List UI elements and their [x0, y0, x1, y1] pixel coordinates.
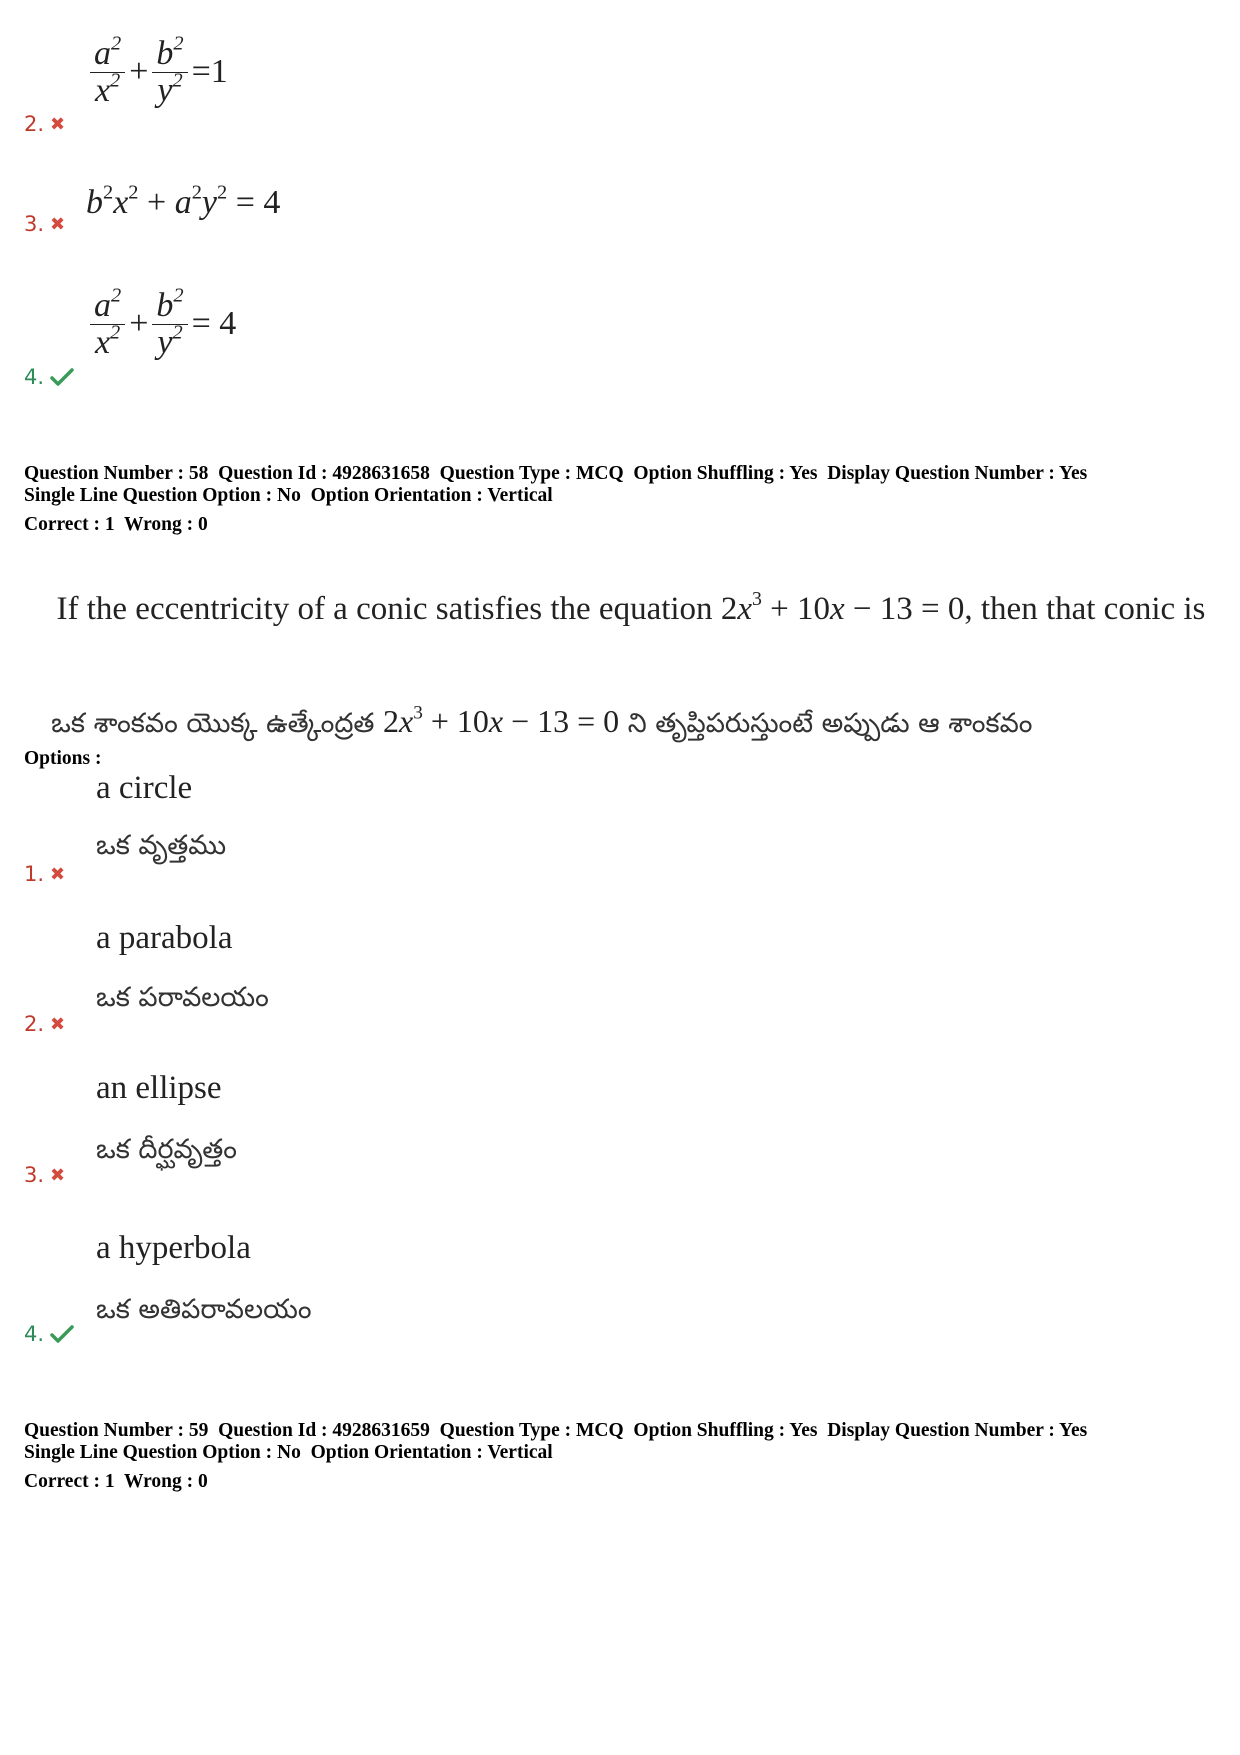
cross-icon: ✖: [50, 213, 66, 235]
q58-option-4-number: 4.: [24, 1322, 74, 1346]
q58-question-english: If the eccentricity of a conic satisfies the equation $2x^3 + 10x - 13 = 0$, then that conic is: [56, 588, 1206, 627]
check-icon: [50, 1325, 74, 1343]
q58-option-2-telugu: ఒక పరావలయం: [96, 982, 269, 1013]
q58-option-1-telugu: ఒక వృత్తము: [96, 830, 227, 861]
q58-option-3-english: an ellipse: [96, 1070, 222, 1106]
prev-option-2-formula: $\frac{a^2}{x^2}$ + $\frac{b^2}{y^2}$ =1: [86, 36, 228, 108]
prev-option-4-number: 4.: [24, 365, 74, 389]
q59-meta-line1: Question Number : 59 Question Id : 4928631659 Question Type : MCQ Option Shuffling : Yes Display Question Number : Yes: [24, 1420, 1088, 1441]
q58-marks: Correct : 1 Wrong : 0: [24, 514, 208, 535]
cross-icon: ✖: [50, 863, 66, 885]
q58-option-3-telugu: ఒక దీర్ఘవృత్తం: [96, 1134, 237, 1165]
prev-option-3-formula: $b^2x^2 + a^2y^2 = 4$: [86, 181, 281, 221]
q58-option-2-number: 2. ✖: [24, 1012, 66, 1036]
prev-option-2-number: 2. ✖: [24, 112, 66, 136]
check-icon: [50, 368, 74, 386]
q58-option-1-english: a circle: [96, 770, 193, 806]
cross-icon: ✖: [50, 1164, 66, 1186]
q58-option-4-english: a hyperbola: [96, 1230, 251, 1266]
cross-icon: ✖: [50, 113, 66, 135]
q59-meta-line2: Single Line Question Option : No Option Orientation : Vertical: [24, 1442, 553, 1463]
prev-option-3-number: 3. ✖: [24, 212, 66, 236]
q58-meta-line1: Question Number : 58 Question Id : 4928631658 Question Type : MCQ Option Shuffling : Yes Display Question Number : Yes: [24, 463, 1088, 484]
q58-question-telugu: ఒక శాంకవం యొక్క ఉత్కేంద్రత $2x^3 + 10x - 13 = 0$ ని తృప్తిపరుస్తుంటే అప్పుడు ఆ శాంకవం: [51, 702, 1033, 739]
q58-meta-line2: Single Line Question Option : No Option Orientation : Vertical: [24, 485, 553, 506]
q58-options-label: Options :: [24, 748, 102, 769]
cross-icon: ✖: [50, 1013, 66, 1035]
q58-option-4-telugu: ఒక అతిపరావలయం: [96, 1294, 312, 1325]
q58-equation: $2x^3 + 10x - 13 = 0$: [720, 588, 965, 627]
q58-option-3-number: 3. ✖: [24, 1163, 66, 1187]
q59-marks: Correct : 1 Wrong : 0: [24, 1471, 208, 1492]
prev-option-4-formula: $\frac{a^2}{x^2}$ + $\frac{b^2}{y^2}$ = 4: [86, 288, 236, 360]
q58-option-2-english: a parabola: [96, 920, 233, 956]
q58-option-1-number: 1. ✖: [24, 862, 66, 886]
